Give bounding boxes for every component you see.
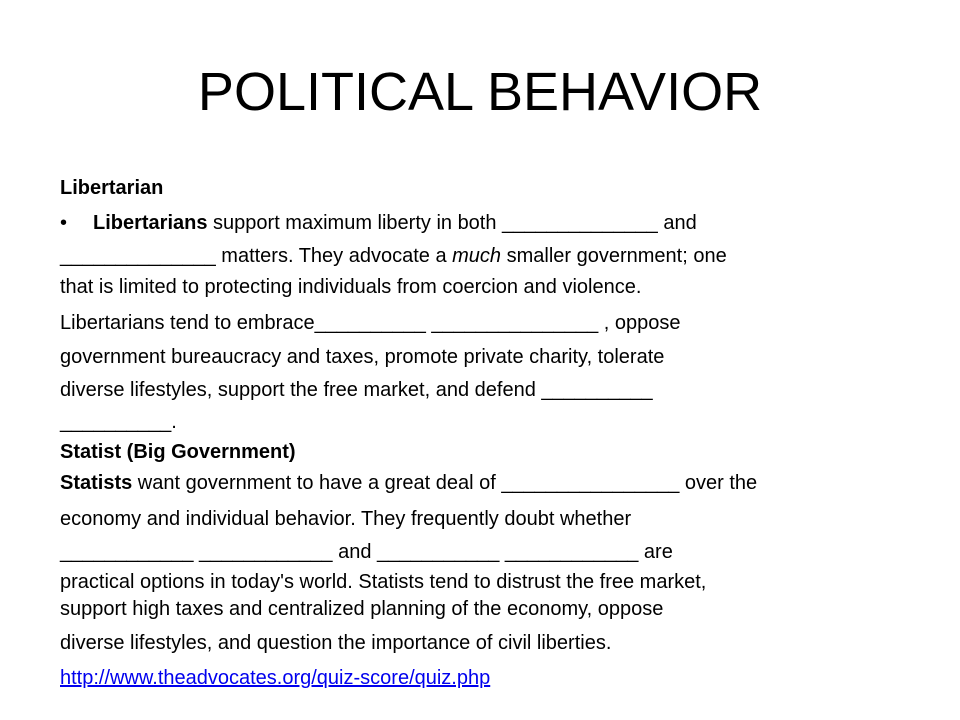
- libertarian-line-2: [60, 244, 727, 268]
- statist-line-3: ____________ ____________ and ___________ ____________ are: [60, 541, 673, 563]
- libertarian-line-4: Libertarians tend to embrace__________ _______________ , oppose: [60, 312, 681, 334]
- libertarian-line-1-text: support maximum liberty in both ______________ and: [207, 212, 697, 234]
- libertarians-term: Libertarians: [93, 212, 208, 234]
- statists-term: Statists: [60, 472, 133, 494]
- statist-line-1-text: want government to have a great deal of ________________ over the: [132, 472, 758, 494]
- statist-line-2: economy and individual behavior. They frequently doubt whether: [60, 508, 632, 530]
- libertarian-line-1: [60, 211, 697, 235]
- libertarian-line-7: __________.: [60, 411, 177, 433]
- bullet-icon: •: [60, 212, 68, 234]
- statist-heading: Statist (Big Government): [60, 441, 296, 463]
- libertarian-line-6: diverse lifestyles, support the free market, and defend __________: [60, 379, 653, 401]
- libertarian-line-2-b: smaller government; one: [501, 245, 727, 267]
- statist-line-6: diverse lifestyles, and question the importance of civil liberties.: [60, 632, 612, 654]
- libertarian-line-5: government bureaucracy and taxes, promote private charity, tolerate: [60, 346, 665, 368]
- libertarian-line-2-a: ______________ matters. They advocate a: [60, 245, 453, 267]
- slide-title: POLITICAL BEHAVIOR: [197, 62, 763, 122]
- statist-line-5: support high taxes and centralized planning of the economy, oppose: [60, 598, 664, 620]
- quiz-link[interactable]: http://www.theadvocates.org/quiz-score/quiz.php: [60, 667, 491, 689]
- libertarian-line-3: that is limited to protecting individuals from coercion and violence.: [60, 276, 642, 298]
- emphasis-much: much: [452, 245, 502, 267]
- statist-line-4: practical options in today's world. Statists tend to distrust the free market,: [60, 571, 707, 593]
- statist-line-1: [60, 471, 757, 495]
- libertarian-heading: Libertarian: [60, 177, 164, 199]
